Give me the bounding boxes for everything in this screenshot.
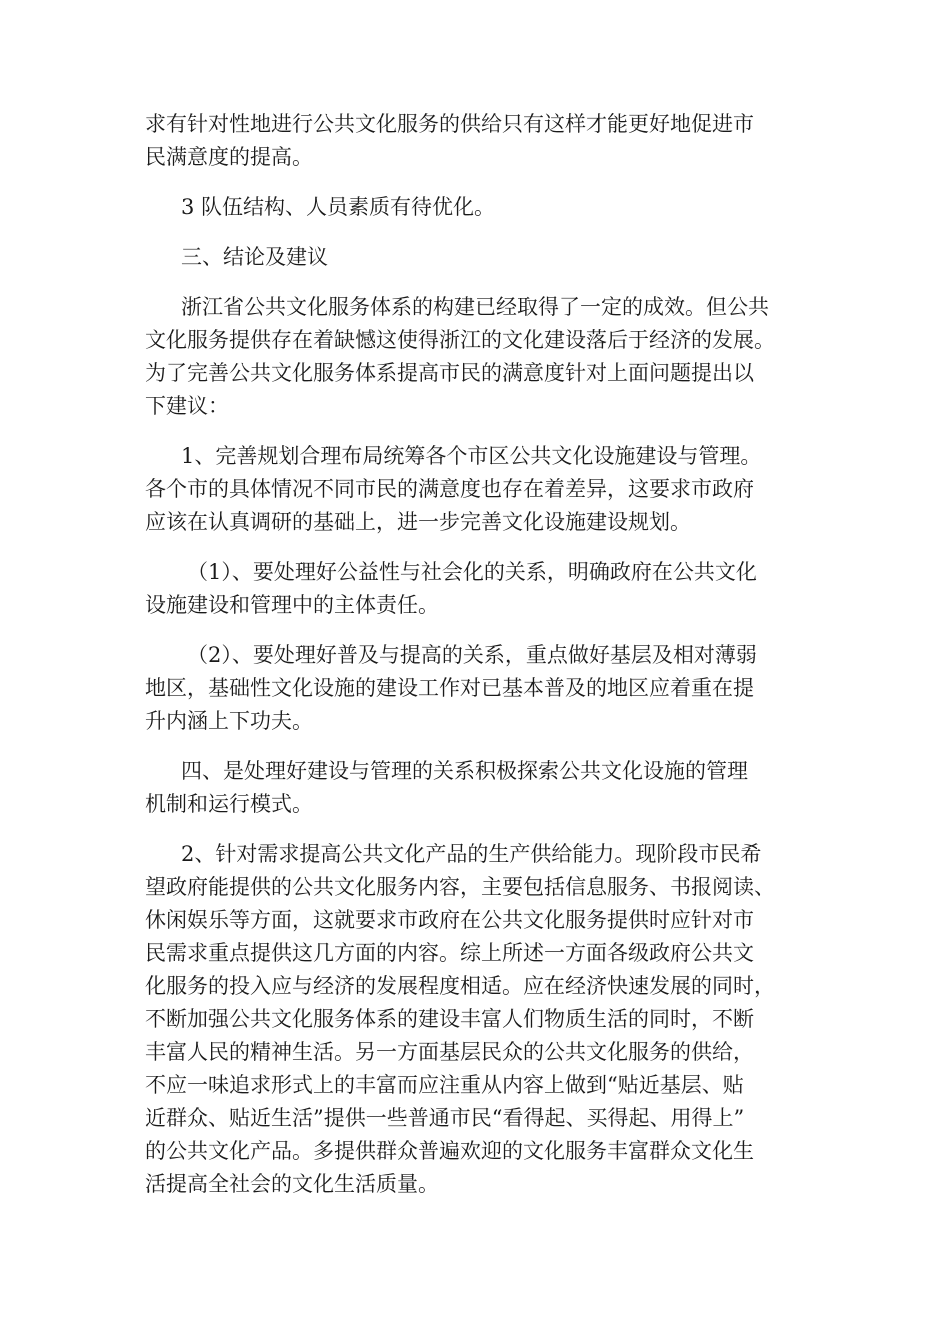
text-line: 化服务的投入应与经济的发展程度相适。应在经济快速发展的同时， — [145, 974, 775, 998]
text-line: 3 队伍结构、人员素质有待优化。 — [181, 195, 496, 219]
text-line: 望政府能提供的公共文化服务内容，主要包括信息服务、书报阅读、 — [145, 875, 775, 899]
text-line: 丰富人民的精神生活。另一方面基层民众的公共文化服务的供给， — [145, 1040, 754, 1064]
text-line: 机制和运行模式。 — [145, 792, 313, 816]
text-line: 休闲娱乐等方面，这就要求市政府在公共文化服务提供时应针对市 — [145, 908, 754, 932]
paragraph — [145, 838, 825, 1201]
text-line: 浙江省公共文化服务体系的构建已经取得了一定的成效。但公共 — [181, 295, 769, 319]
text-line: 不断加强公共文化服务体系的建设丰富人们物质生活的同时，不断 — [145, 1007, 754, 1031]
paragraph — [145, 639, 825, 738]
text-line: 1、完善规划合理布局统筹各个市区公共文化设施建设与管理。 — [181, 444, 762, 468]
paragraph — [145, 556, 825, 622]
text-line: 应该在认真调研的基础上，进一步完善文化设施建设规划。 — [145, 510, 691, 534]
paragraph — [145, 191, 825, 224]
text-line: 四、是处理好建设与管理的关系积极探索公共文化设施的管理 — [181, 759, 748, 783]
paragraph — [145, 440, 825, 539]
text-line: 2、针对需求提高公共文化产品的生产供给能力。现阶段市民希 — [181, 842, 762, 866]
document-body — [145, 108, 825, 1218]
text-line: 民满意度的提高。 — [145, 145, 313, 169]
paragraph — [145, 291, 825, 423]
text-line: 近群众、贴近生活”提供一些普通市民“看得起、买得起、用得上” — [145, 1106, 745, 1130]
text-line: 求有针对性地进行公共文化服务的供给只有这样才能更好地促进市 — [145, 112, 754, 136]
text-line: 文化服务提供存在着缺憾这使得浙江的文化建设落后于经济的发展。 — [145, 328, 775, 352]
text-line: 三、结论及建议 — [181, 245, 328, 269]
text-line: 不应一味追求形式上的丰富而应注重从内容上做到“贴近基层、贴 — [145, 1073, 744, 1097]
text-line: 设施建设和管理中的主体责任。 — [145, 593, 439, 617]
paragraph — [145, 241, 825, 274]
text-line: 各个市的具体情况不同市民的满意度也存在着差异，这要求市政府 — [145, 477, 754, 501]
paragraph — [145, 108, 825, 174]
text-line: 下建议： — [145, 394, 229, 418]
text-line: 民需求重点提供这几方面的内容。综上所述一方面各级政府公共文 — [145, 941, 754, 965]
text-line: （2）、要处理好普及与提高的关系，重点做好基层及相对薄弱 — [187, 643, 757, 667]
text-line: 地区，基础性文化设施的建设工作对已基本普及的地区应着重在提 — [145, 676, 754, 700]
text-line: 活提高全社会的文化生活质量。 — [145, 1172, 439, 1196]
text-line: （1）、要处理好公益性与社会化的关系，明确政府在公共文化 — [187, 560, 757, 584]
text-line: 升内涵上下功夫。 — [145, 709, 313, 733]
text-line: 为了完善公共文化服务体系提高市民的满意度针对上面问题提出以 — [145, 361, 754, 385]
text-line: 的公共文化产品。多提供群众普遍欢迎的文化服务丰富群众文化生 — [145, 1139, 754, 1163]
paragraph — [145, 755, 825, 821]
